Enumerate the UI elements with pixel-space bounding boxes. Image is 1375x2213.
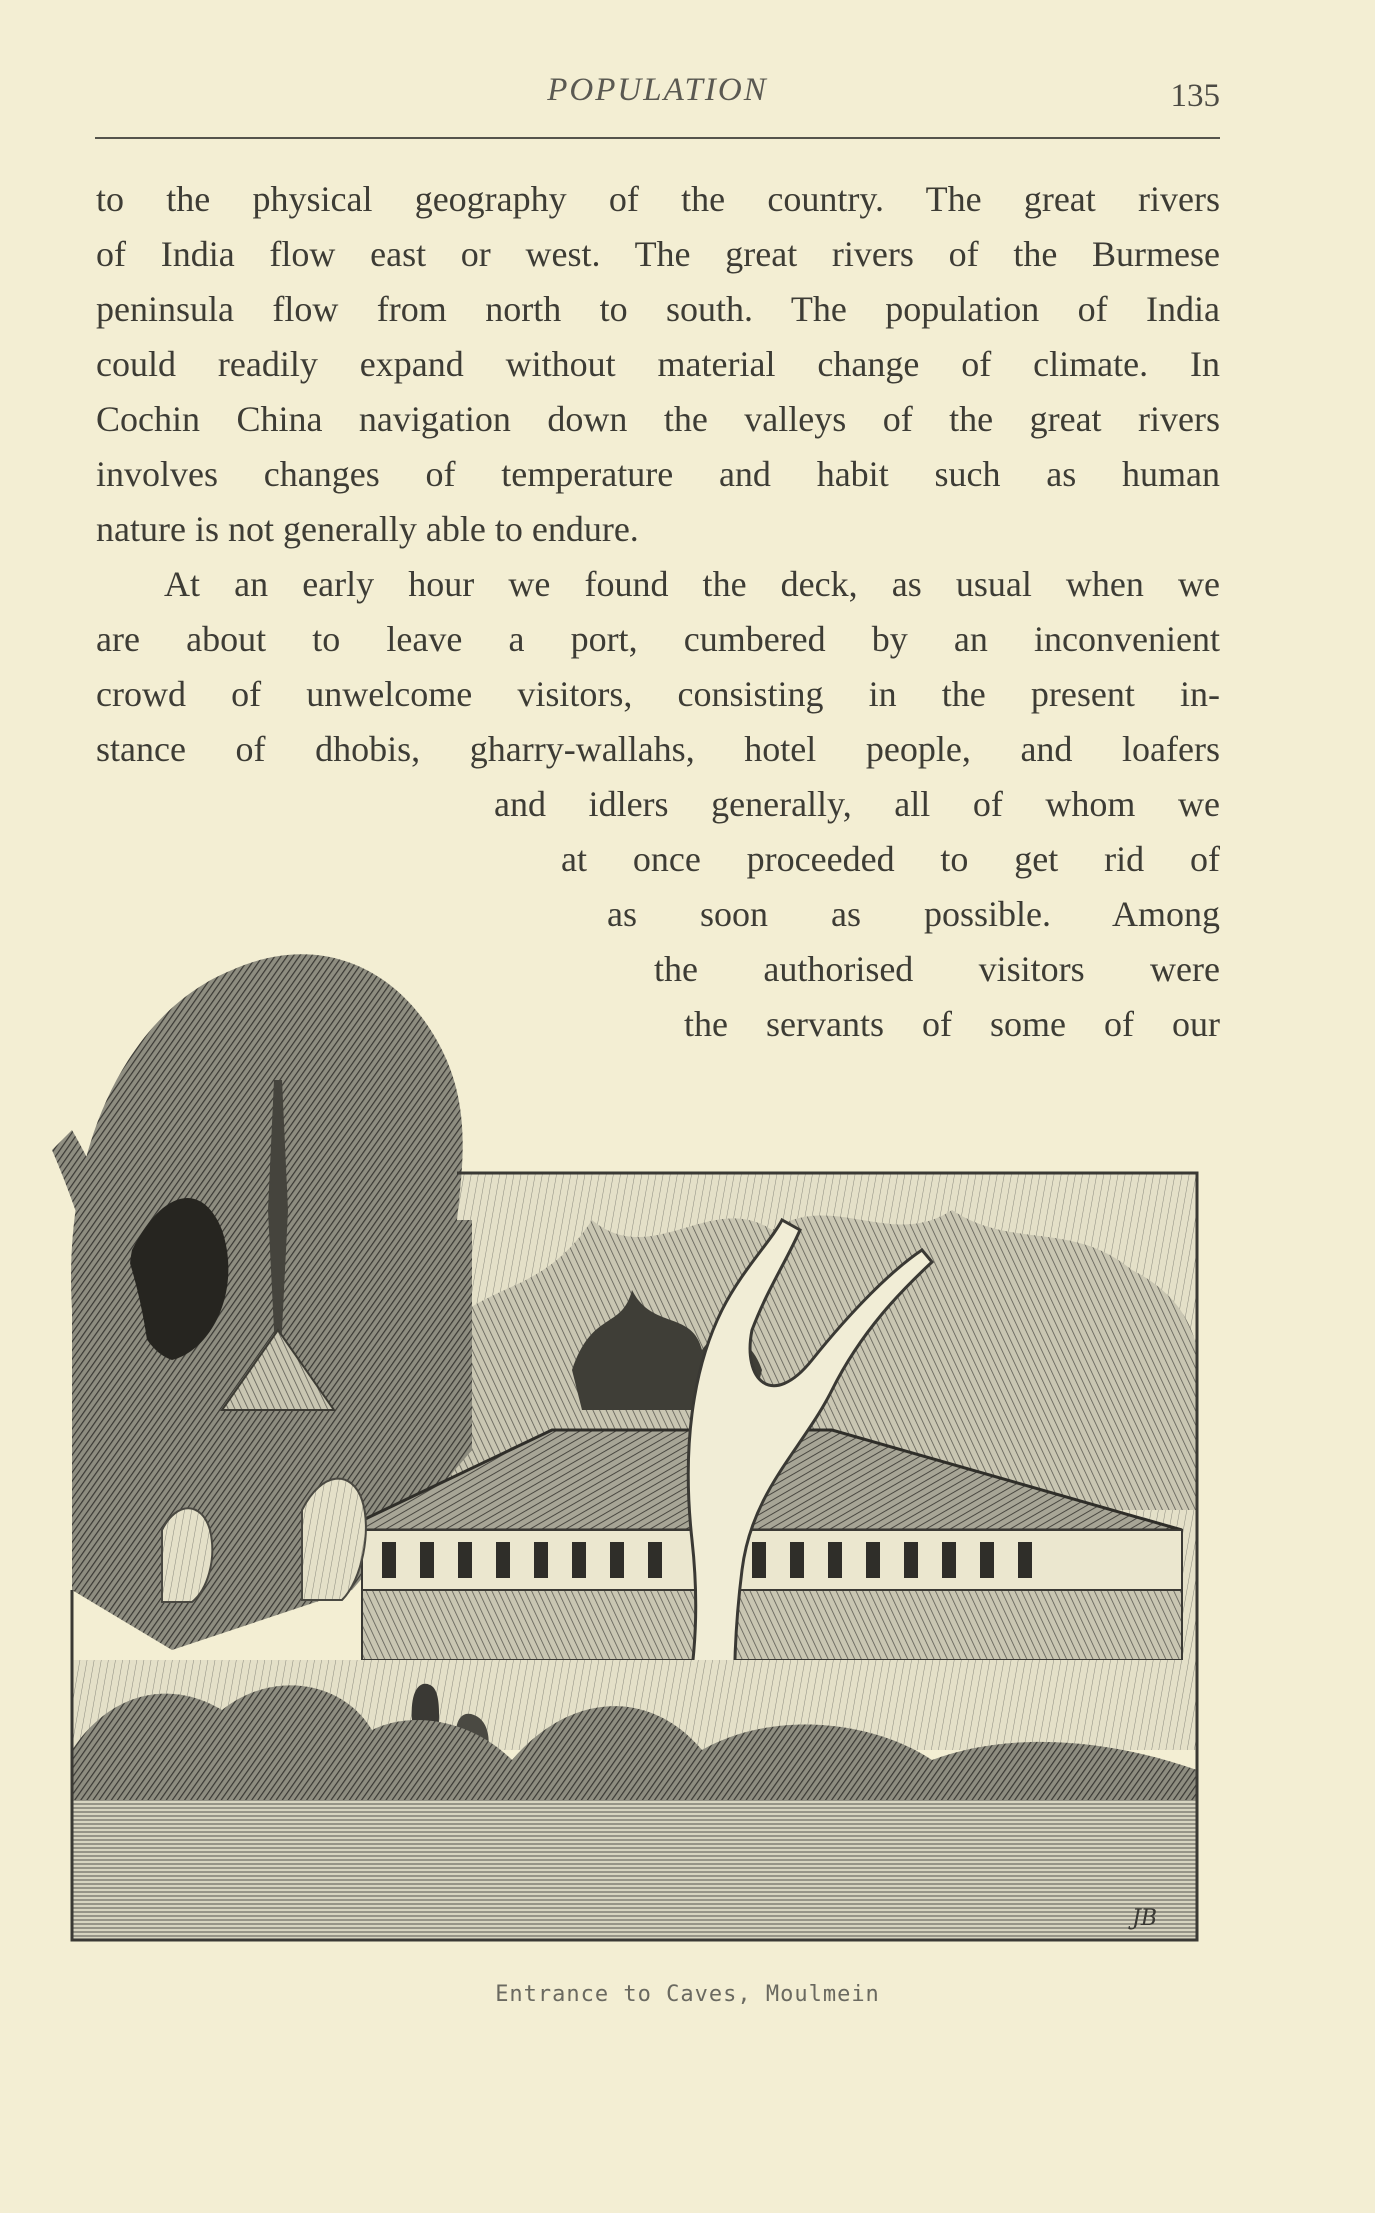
illustration-caption: Entrance to Caves, Moulmein [495,1982,880,2007]
body-line: Cochin China navigation down the valleys of the great rivers [96,399,1220,439]
header-rule [95,137,1220,139]
body-line: peninsula flow from north to south. The population of India [96,289,1220,329]
body-line: could readily expand without material change of climate. In [96,344,1220,384]
body-line: nature is not generally able to endure. [96,509,639,549]
body-line: as soon as possible. Among [607,894,1220,934]
body-line: at once proceeded to get rid of [561,839,1220,879]
page-number: 135 [1170,78,1220,114]
temple-gallery [362,1530,1182,1590]
body-line: the authorised visitors were [654,949,1220,989]
body-line: to the physical geography of the country. The great rivers [96,179,1220,219]
body-line: stance of dhobis, gharry-wallahs, hotel people, and loafers [96,729,1220,769]
body-line: crowd of unwelcome visitors, consisting in the present in- [96,674,1220,714]
water [72,1800,1197,1940]
body-line: At an early hour we found the deck, as usual when we [164,564,1220,604]
body-line: of India flow east or west. The great rivers of the Burmese [96,234,1220,274]
body-line: involves changes of temperature and habit such as human [96,454,1220,494]
body-line: the servants of some of our [684,1004,1220,1044]
temple-lower-floor [362,1590,1182,1660]
running-title: POPULATION [547,72,768,108]
engraver-monogram: JB [1132,1906,1157,1931]
engraving-illustration [52,890,1208,1952]
body-line: are about to leave a port, cumbered by an inconvenient [96,619,1220,659]
running-head [95,66,1220,116]
body-line: and idlers generally, all of whom we [494,784,1220,824]
